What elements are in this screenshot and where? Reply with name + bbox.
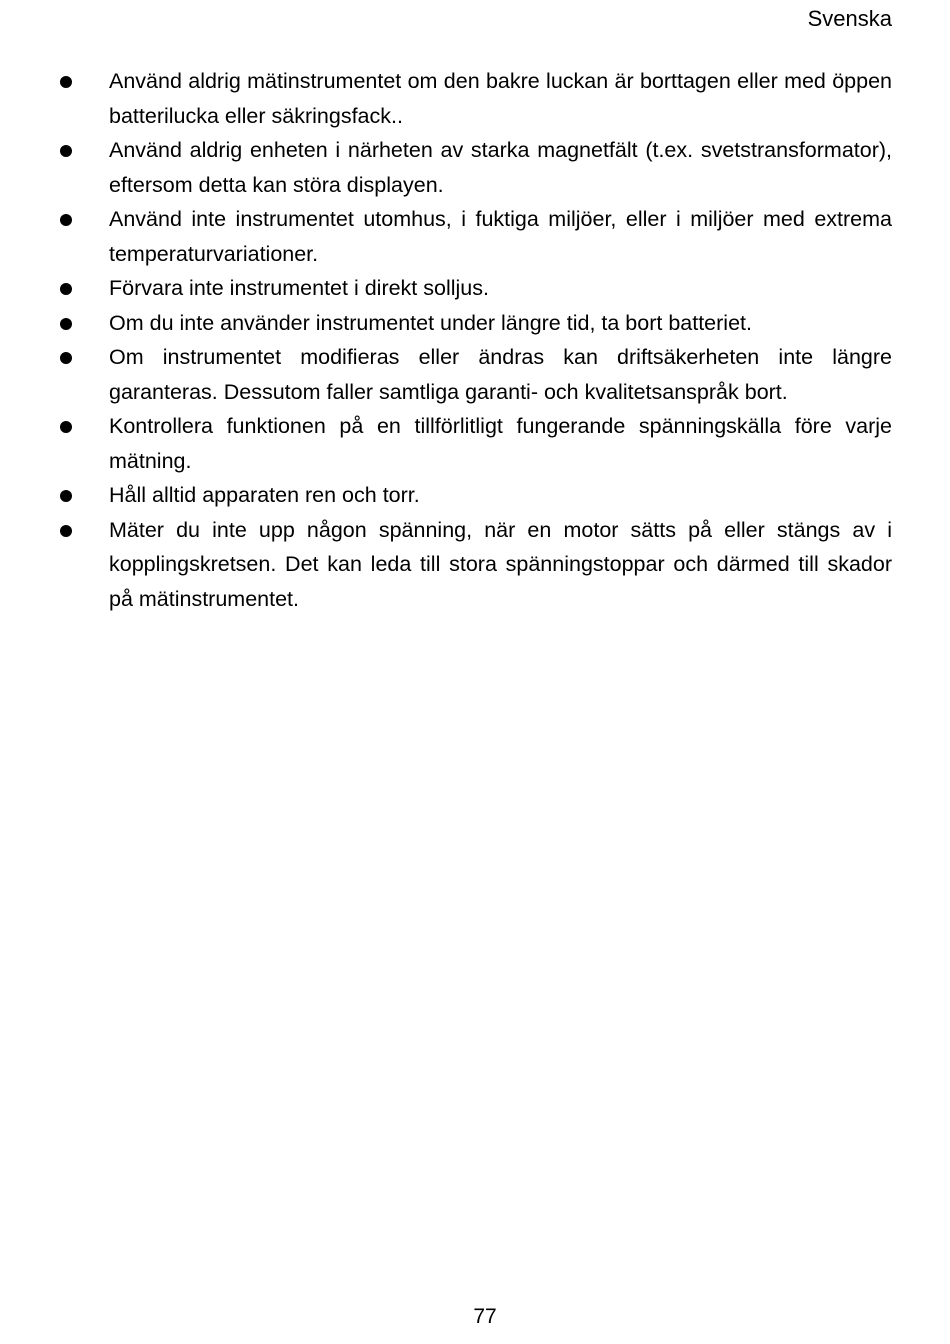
- list-item: [52, 133, 892, 202]
- list-item: [52, 340, 892, 409]
- list-item-text: Förvara inte instrumentet i direkt solljus.: [109, 276, 489, 300]
- list-item: [52, 478, 892, 513]
- bullet-icon: [60, 145, 72, 157]
- page-header-language: Svenska: [807, 6, 892, 31]
- list-item-text: Om instrumentet modifieras eller ändras kan driftsäkerheten inte längre garanteras. Dessutom faller samtliga garanti- och kvalitetsanspråk bort.: [109, 345, 892, 404]
- list-item-text: Använd aldrig enheten i närheten av starka magnetfält (t.ex. svetstransformator), eftersom detta kan störa displayen.: [109, 138, 892, 197]
- list-item-text: Håll alltid apparaten ren och torr.: [109, 483, 420, 507]
- bullet-icon: [60, 318, 72, 330]
- bullet-icon: [60, 421, 72, 433]
- bullet-icon: [60, 283, 72, 295]
- list-item-text: Om du inte använder instrumentet under längre tid, ta bort batteriet.: [109, 310, 752, 335]
- list-item-text: Använd inte instrumentet utomhus, i fuktiga miljöer, eller i miljöer med extrema temperaturvariationer.: [109, 207, 892, 266]
- list-item: [52, 409, 892, 478]
- bullet-icon: [60, 490, 72, 502]
- list-item-text: Kontrollera funktionen på en tillförlitligt fungerande spänningskälla före varje mätning.: [109, 414, 892, 473]
- bullet-icon: [60, 352, 72, 364]
- list-item-text: Använd aldrig mätinstrumentet om den bakre luckan är borttagen eller med öppen batterilucka eller säkringsfack..: [109, 69, 892, 128]
- list-item: [52, 202, 892, 271]
- list-item: [52, 306, 892, 341]
- bullet-icon: [60, 214, 72, 226]
- list-item: [52, 513, 892, 617]
- page-number: 77: [473, 1305, 497, 1328]
- list-item: [52, 64, 892, 133]
- list-item-text: Mäter du inte upp någon spänning, när en motor sätts på eller stängs av i kopplingskretsen. Det kan leda till stora spänningstoppar och därmed till skador på mätinstrumentet.: [109, 517, 892, 611]
- safety-bullet-list: [52, 64, 892, 616]
- bullet-icon: [60, 76, 72, 88]
- bullet-icon: [60, 525, 72, 537]
- list-item: [52, 271, 892, 306]
